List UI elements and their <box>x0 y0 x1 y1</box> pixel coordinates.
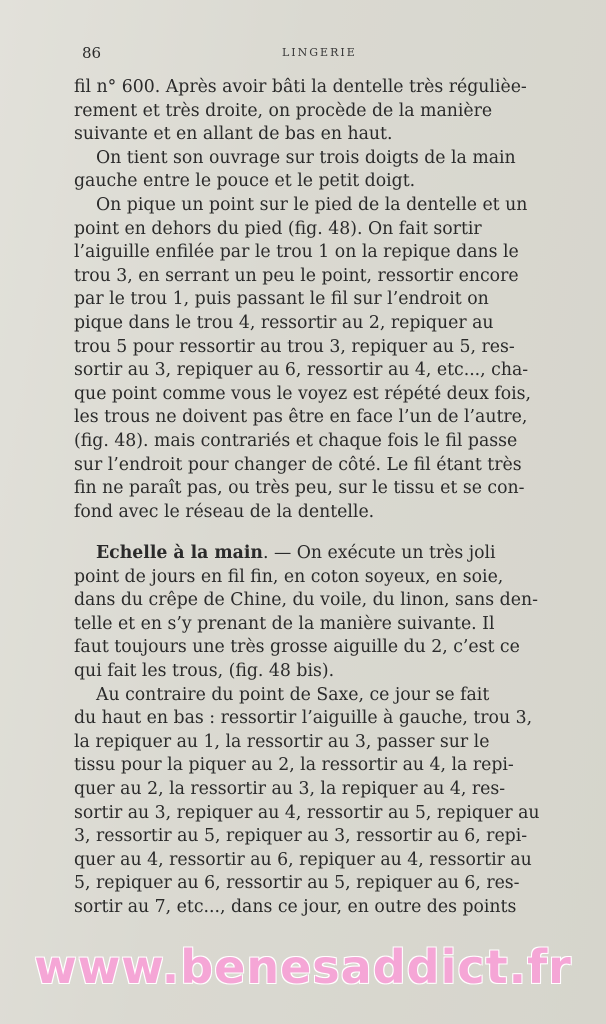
running-head: LINGERIE <box>282 46 357 59</box>
text-line: tissu pour la piquer au 2, la ressortir au 4, la repi- <box>74 755 514 776</box>
text-line: par le trou 1, puis passant le fil sur l’endroit on <box>74 289 489 310</box>
text-line: que point comme vous le voyez est répété deux fois, <box>74 383 532 404</box>
section-1-text <box>74 76 570 524</box>
text-line: On pique un point sur le pied de la dentelle et un <box>96 194 528 215</box>
text-line: l’aiguille enfilée par le trou 1 on la repique dans le <box>74 242 519 263</box>
text-line: quer au 2, la ressortir au 3, la repiquer au 4, res- <box>74 778 506 799</box>
text-line: sortir au 3, repiquer au 4, ressortir au 5, repiquer au <box>74 802 540 823</box>
text-line: trou 5 pour ressortir au trou 3, repiquer au 5, res- <box>74 336 515 357</box>
text-line: fil n° 600. Après avoir bâti la dentelle très régulièe- <box>74 77 527 97</box>
text-line: les trous ne doivent pas être en face l’un de l’autre, <box>74 407 528 428</box>
text-line: trou 3, en serrant un peu le point, ressortir encore <box>74 265 519 286</box>
text-line: suivante et en allant de bas en haut. <box>74 124 393 145</box>
text-line: fond avec le réseau de la dentelle. <box>74 501 375 522</box>
text-line: point en dehors du pied (fig. 48). On fait sortir <box>74 218 482 239</box>
text-line: sur l’endroit pour changer de côté. Le fil étant très <box>74 454 522 475</box>
text-line: gauche entre le pouce et le petit doigt. <box>74 171 416 192</box>
page-number: 86 <box>82 44 102 62</box>
section-2-text <box>74 542 570 920</box>
text-line: quer au 4, ressortir au 6, repiquer au 4, ressortir au <box>74 849 532 870</box>
website-watermark: www.benesaddict.fr <box>34 940 572 994</box>
text-line: telle et en s’y prenant de la manière suivante. Il <box>74 613 495 634</box>
text-line: du haut en bas : ressortir l’aiguille à gauche, trou 3, <box>74 708 533 729</box>
text-line: rement et très droite, on procède de la manière <box>74 100 493 121</box>
section-heading-line <box>74 542 570 566</box>
section-heading: Echelle à la main <box>96 543 263 563</box>
text-line: Au contraire du point de Saxe, ce jour se fait <box>96 684 490 705</box>
text-line: 5, repiquer au 6, ressortir au 5, repiquer au 6, res- <box>74 873 520 894</box>
text-line: fin ne paraît pas, ou très peu, sur le tissu et se con- <box>74 478 525 499</box>
text-line: la repiquer au 1, la ressortir au 3, passer sur le <box>74 731 490 752</box>
text-line: sortir au 7, etc..., dans ce jour, en outre des points <box>74 896 517 917</box>
text-line: 3, ressortir au 5, repiquer au 3, ressortir au 6, repi- <box>74 826 528 847</box>
text-line: On tient son ouvrage sur trois doigts de la main <box>96 147 516 168</box>
text-line: pique dans le trou 4, ressortir au 2, repiquer au <box>74 312 494 333</box>
heading-continuation: . — On exécute un très joli <box>263 543 496 563</box>
text-line: faut toujours une très grosse aiguille du 2, c’est ce <box>74 637 520 658</box>
text-line: dans du crêpe de Chine, du voile, du linon, sans den- <box>74 590 538 611</box>
text-line: point de jours en fil fin, en coton soyeux, en soie, <box>74 566 504 587</box>
text-line: (fig. 48). mais contrariés et chaque fois le fil passe <box>74 430 518 451</box>
page-header <box>82 44 566 66</box>
text-line: sortir au 3, repiquer au 6, ressortir au 4, etc..., cha- <box>74 360 529 381</box>
text-line: qui fait les trous, (fig. 48 bis). <box>74 660 335 681</box>
